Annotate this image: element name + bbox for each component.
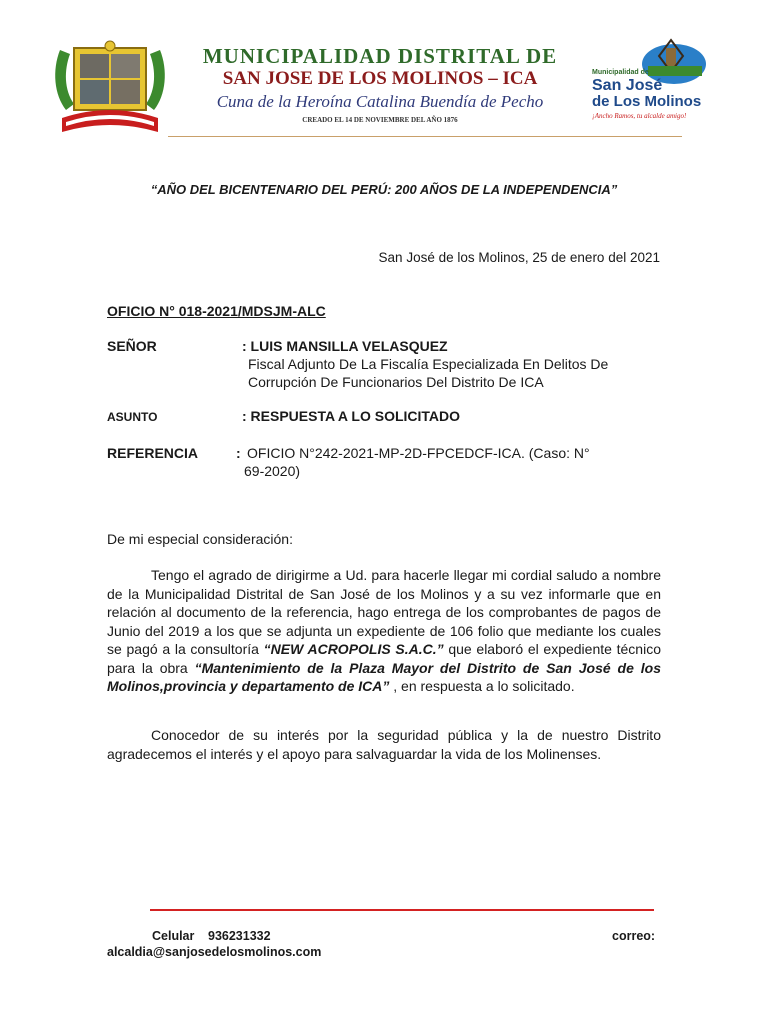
footer-celular: 936231332 (208, 929, 271, 943)
header-motto: Cuna de la Heroína Catalina Buendía de Pecho (216, 92, 544, 111)
header-divider (168, 136, 682, 137)
municipal-crest (52, 40, 168, 140)
footer-celular-label: Celular (152, 929, 195, 943)
footer-email[interactable]: alcaldia@sanjosedelosmolinos.com (107, 945, 322, 959)
recipient-role-line1: Fiscal Adjunto De La Fiscalía Especializada En Delitos De (248, 356, 609, 372)
footer-correo-label: correo: (612, 929, 656, 943)
senor-label: SEÑOR (107, 338, 157, 354)
referencia-value-line1: OFICIO N°242-2021-MP-2D-FPCEDCF-ICA. (Caso: N° (247, 445, 590, 461)
paragraph1-text-c: , en respuesta a lo solicitado. (389, 678, 575, 694)
logo-text-top: Municipalidad de (592, 69, 649, 76)
referencia-label: REFERENCIA (107, 445, 199, 461)
header-title-line2: SAN JOSE DE LOS MOLINOS – ICA (222, 68, 538, 89)
footer-divider (150, 909, 654, 911)
asunto-value: : RESPUESTA A LO SOLICITADO (242, 408, 461, 424)
paragraph1-text-a: Tengo el agrado de dirigirme a Ud. para hacerle llegar mi cordial saludo a nombre de la Municipalidad Distrital de San José de los Molinos y a su vez informarle que en relación al documento de la referencia, hago entrega de los comprobantes de pagos de Junio del 2019 a los que se adjunta un expediente de 106 folio que mediante los cuales se pagó a la consultoría (107, 567, 661, 657)
project-name: “Mantenimiento de la Plaza Mayor del Distrito de San José de los Molinos,provincia y departamento de ICA” (107, 659, 661, 694)
header-title-line1: MUNICIPALIDAD DISTRITAL DE (202, 44, 558, 68)
year-motto: “AÑO DEL BICENTENARIO DEL PERÚ: 200 AÑOS DE LA INDEPENDENCIA” (150, 182, 618, 197)
referencia-value-line2: 69-2020) (244, 463, 301, 479)
referencia-colon: : (236, 445, 241, 461)
paragraph1-text-b: que elaboró el expediente técnico para la obra (107, 641, 661, 676)
asunto-label: ASUNTO (107, 410, 158, 424)
body-paragraph-2: Conocedor de su interés por la seguridad pública y la de nuestro Distrito agradecemos el interés y el apoyo para salvaguardar la vida de los Molinenses. (107, 727, 661, 762)
logo-text-mid1: San José (592, 77, 663, 94)
recipient-name: : LUIS MANSILLA VELASQUEZ (242, 338, 448, 354)
header-founded: CREADO EL 14 DE NOVIEMBRE DEL AÑO 1876 (302, 116, 458, 124)
oficio-number: OFICIO N° 018-2021/MDSJM-ALC (107, 303, 326, 319)
logo-text-mid2: de Los Molinos (592, 93, 702, 110)
letter-date: San José de los Molinos, 25 de enero del 2021 (378, 250, 660, 265)
recipient-role-line2: Corrupción De Funcionarios Del Distrito De ICA (248, 374, 544, 390)
body-paragraph-1 (107, 566, 661, 696)
consulting-company: “NEW ACROPOLIS S.A.C.” (263, 641, 444, 657)
municipal-logo (588, 38, 716, 122)
greeting: De mi especial consideración: (107, 531, 293, 547)
logo-tagline: ¡Ancho Ramos, tu alcalde amigo! (592, 112, 687, 120)
